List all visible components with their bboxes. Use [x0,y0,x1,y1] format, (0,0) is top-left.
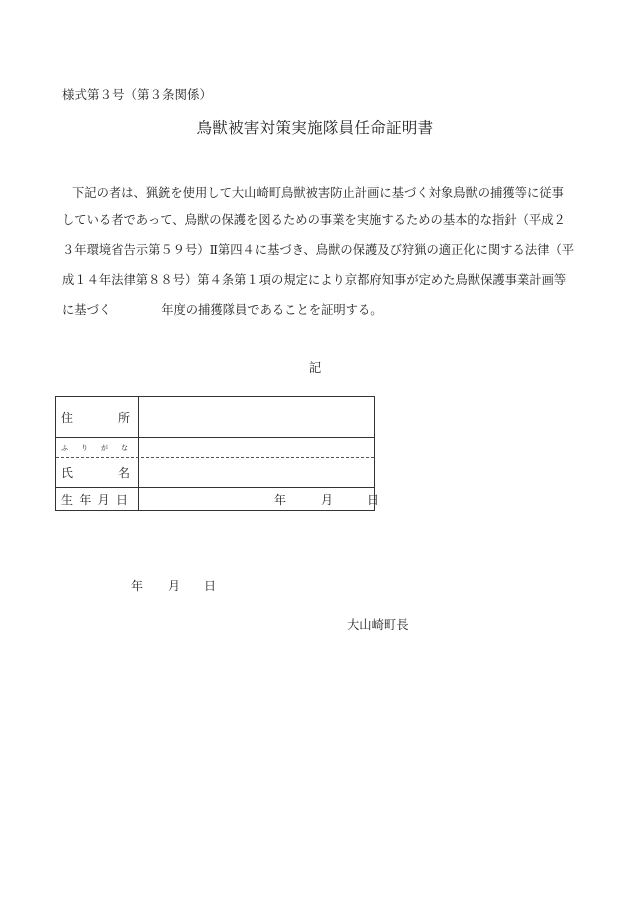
address-label-char-1: 住 [61,410,74,425]
birth-month-label: 月 [321,492,334,507]
body-line-5 [62,300,383,318]
furigana-char-1: ふ [61,443,68,452]
issue-month-label: 月 [168,579,181,593]
birthdate-label [56,488,139,510]
name-field[interactable] [139,458,374,487]
birthdate-char-4: 日 [115,492,128,507]
name-label-char-1: 氏 [61,466,74,480]
address-row [56,397,374,438]
birthdate-char-1: 生 [61,492,74,507]
name-label-char-2: 名 [117,466,130,480]
furigana-label [56,438,139,457]
furigana-char-2: り [81,443,88,452]
issue-year-label: 年 [131,579,144,593]
birthdate-char-2: 年 [79,492,92,507]
birthdate-row [56,488,380,510]
furigana-field[interactable] [139,438,374,457]
body-line-3: ３年環境省告示第５９号）Ⅱ第四４に基づき、鳥獣の保護及び狩猟の適正化に関する法律（平 [62,243,575,257]
body-line-5-start: に基づく [62,303,112,317]
address-field[interactable] [139,397,374,437]
body-line-2: している者であって、鳥獣の保護を図るための事業を実施するための基本的な指針（平成２ [62,213,566,227]
furigana-char-3: が [101,443,108,452]
signatory: 大山崎町長 [347,618,409,632]
furigana-row [56,438,374,458]
name-label [56,458,139,487]
document-title: 鳥獣被害対策実施隊員任命証明書 [196,119,434,137]
name-row [56,458,374,488]
address-label-char-2: 所 [117,410,130,425]
birth-day-label: 日 [367,492,380,507]
body-line-5-end: 年度の捕獲隊員であることを証明する。 [161,303,383,317]
birthdate-char-3: 月 [97,492,110,507]
furigana-char-4: な [121,443,128,452]
ki-heading: 記 [308,360,322,375]
body-line-1: 下記の者は、猟銃を使用して大山崎町鳥獣被害防止計画に基づく対象鳥獣の捕獲等に従事 [72,186,564,200]
address-label [56,397,139,437]
birth-year-label: 年 [274,492,287,507]
form-number: 様式第３号（第３条関係） [62,87,213,102]
birthdate-field[interactable] [139,488,380,510]
body-line-4: 成１４年法律第８８号）第４条第１項の規定により京都府知事が定めた鳥獣保護事業計画等 [62,273,567,287]
issue-day-label: 日 [204,579,217,593]
person-info-table [55,396,380,511]
